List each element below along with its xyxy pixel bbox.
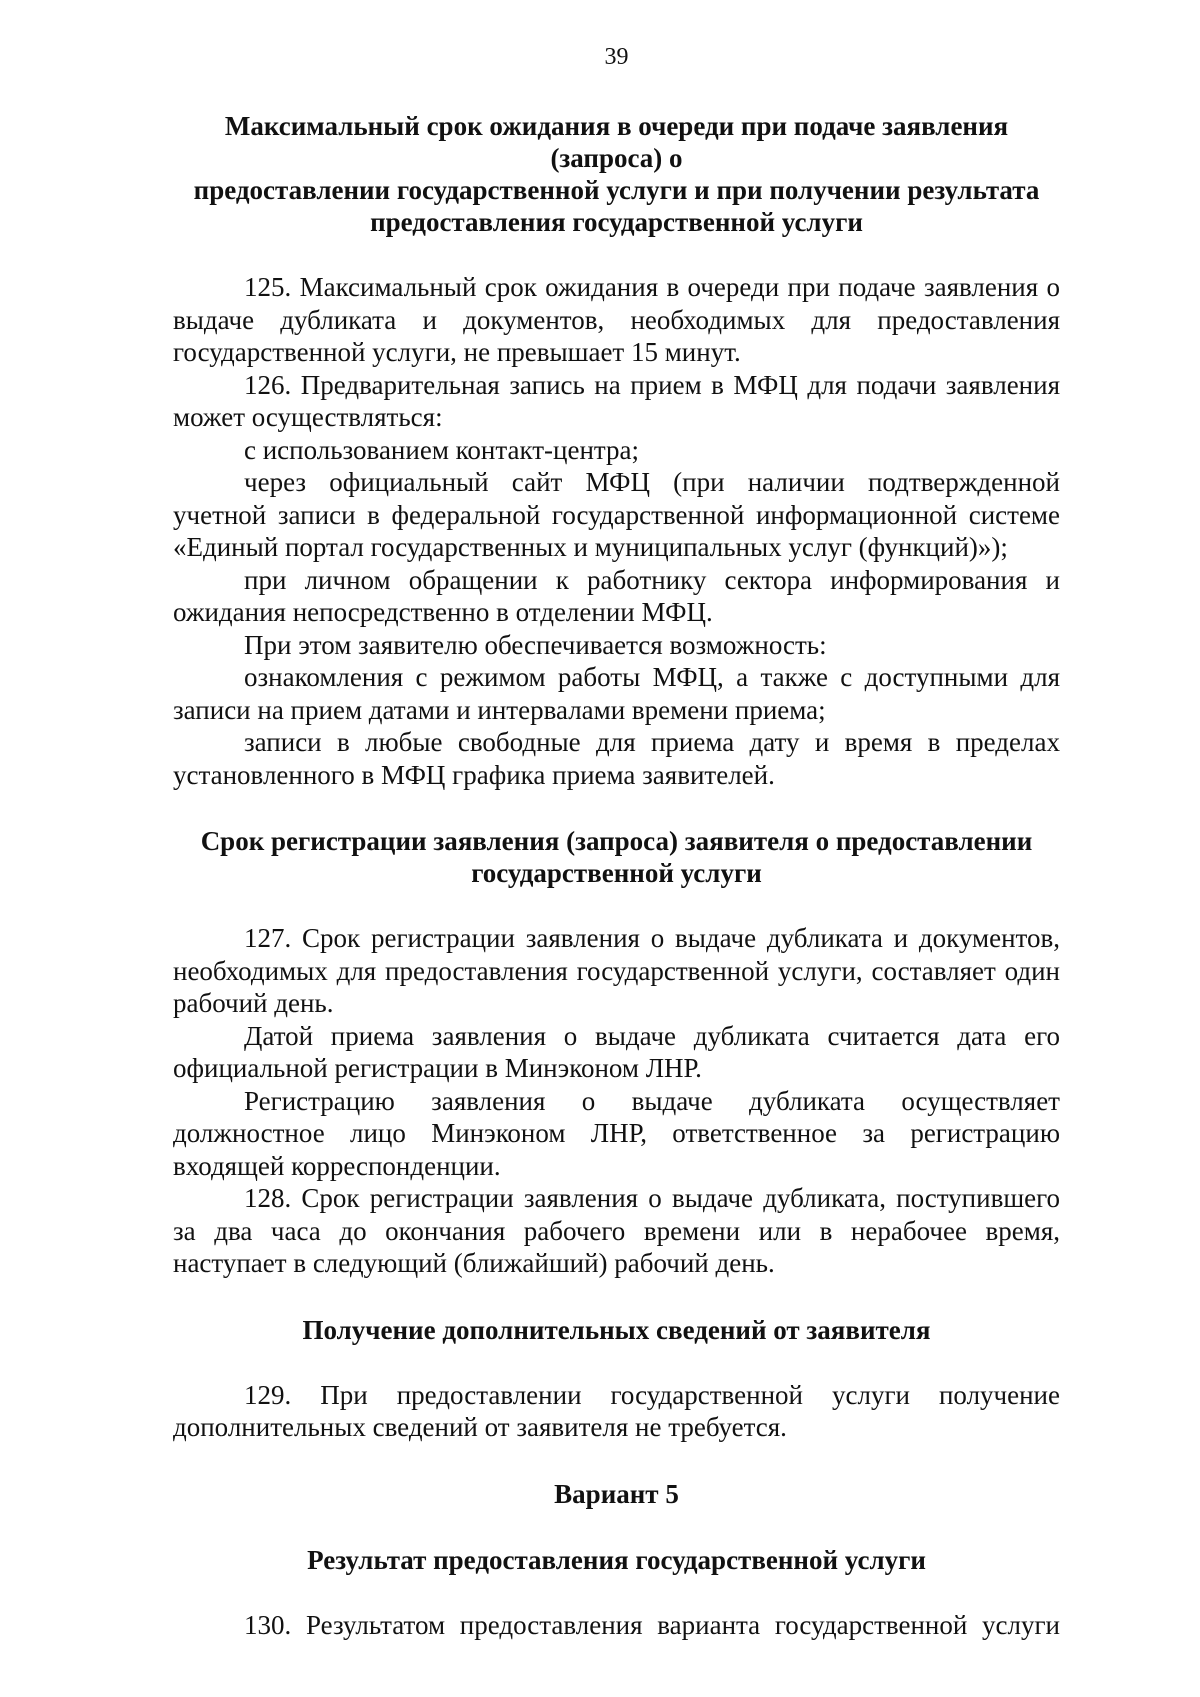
section-heading-queue-wait	[173, 110, 1060, 238]
list-item: через официальный сайт МФЦ (при наличии подтвержденной учетной записи в федеральной государственной информационной системе «Единый портал государственных и муниципальных услуг (функций)»);	[173, 467, 1060, 562]
paragraph-125: 125. Максимальный срок ожидания в очереди при подаче заявления о выдаче дубликата и документов, необходимых для предоставления государственной услуги, не превышает 15 минут.	[173, 272, 1060, 367]
paragraph-129: 129. При предоставлении государственной услуги получение дополнительных сведений от заявителя не требуется.	[173, 1379, 1060, 1442]
paragraph-128: 128. Срок регистрации заявления о выдаче дубликата, поступившего за два часа до окончания рабочего времени или в нерабочее время, наступает в следующий (ближайший) рабочий день.	[173, 1183, 1060, 1278]
paragraph-126: 126. Предварительная запись на прием в МФЦ для подачи заявления может осуществляться:	[173, 369, 1060, 432]
heading-line: Максимальный срок ожидания в очереди при подаче заявления (запроса) о	[224, 111, 1009, 173]
paragraph: При этом заявителю обеспечивается возможность:	[244, 629, 827, 660]
section-heading-variant-5	[173, 1478, 1060, 1510]
section-heading-registration-term	[173, 825, 1060, 889]
heading-line: предоставления государственной услуги	[370, 207, 863, 237]
heading-line: Срок регистрации заявления (запроса) заявителя о предоставлении	[200, 826, 1033, 856]
heading-line: государственной услуги	[471, 858, 762, 888]
paragraph-127: 127. Срок регистрации заявления о выдаче дубликата и документов, необходимых для предоставления государственной услуги, составляет один рабочий день.	[173, 923, 1060, 1018]
list-item: ознакомления с режимом работы МФЦ, а также с доступными для записи на прием датами и интервалами времени приема;	[173, 662, 1060, 725]
heading-line: Получение дополнительных сведений от заявителя	[302, 1314, 931, 1345]
section-heading-result	[173, 1544, 1060, 1576]
heading-line: предоставлении государственной услуги и при получении результата	[193, 175, 1040, 205]
paragraph-130: 130. Результатом предоставления варианта государственной услуги	[244, 1609, 1060, 1640]
list-item: записи в любые свободные для приема дату и время в пределах установленного в МФЦ графика приема заявителей.	[173, 727, 1060, 790]
list-item: с использованием контакт-центра;	[244, 434, 640, 465]
section-heading-additional-info	[173, 1314, 1060, 1346]
paragraph: Датой приема заявления о выдаче дубликата считается дата его официальной регистрации в Минэконом ЛНР.	[173, 1020, 1060, 1083]
paragraph: Регистрацию заявления о выдаче дубликата осуществляет должностное лицо Минэконом ЛНР, ответственное за регистрацию входящей корреспонденции.	[173, 1085, 1060, 1181]
heading-line: Вариант 5	[554, 1478, 679, 1509]
list-item: при личном обращении к работнику сектора информирования и ожидания непосредственно в отделении МФЦ.	[173, 564, 1060, 627]
heading-line: Результат предоставления государственной услуги	[307, 1544, 926, 1575]
page-number: 39	[604, 44, 629, 70]
